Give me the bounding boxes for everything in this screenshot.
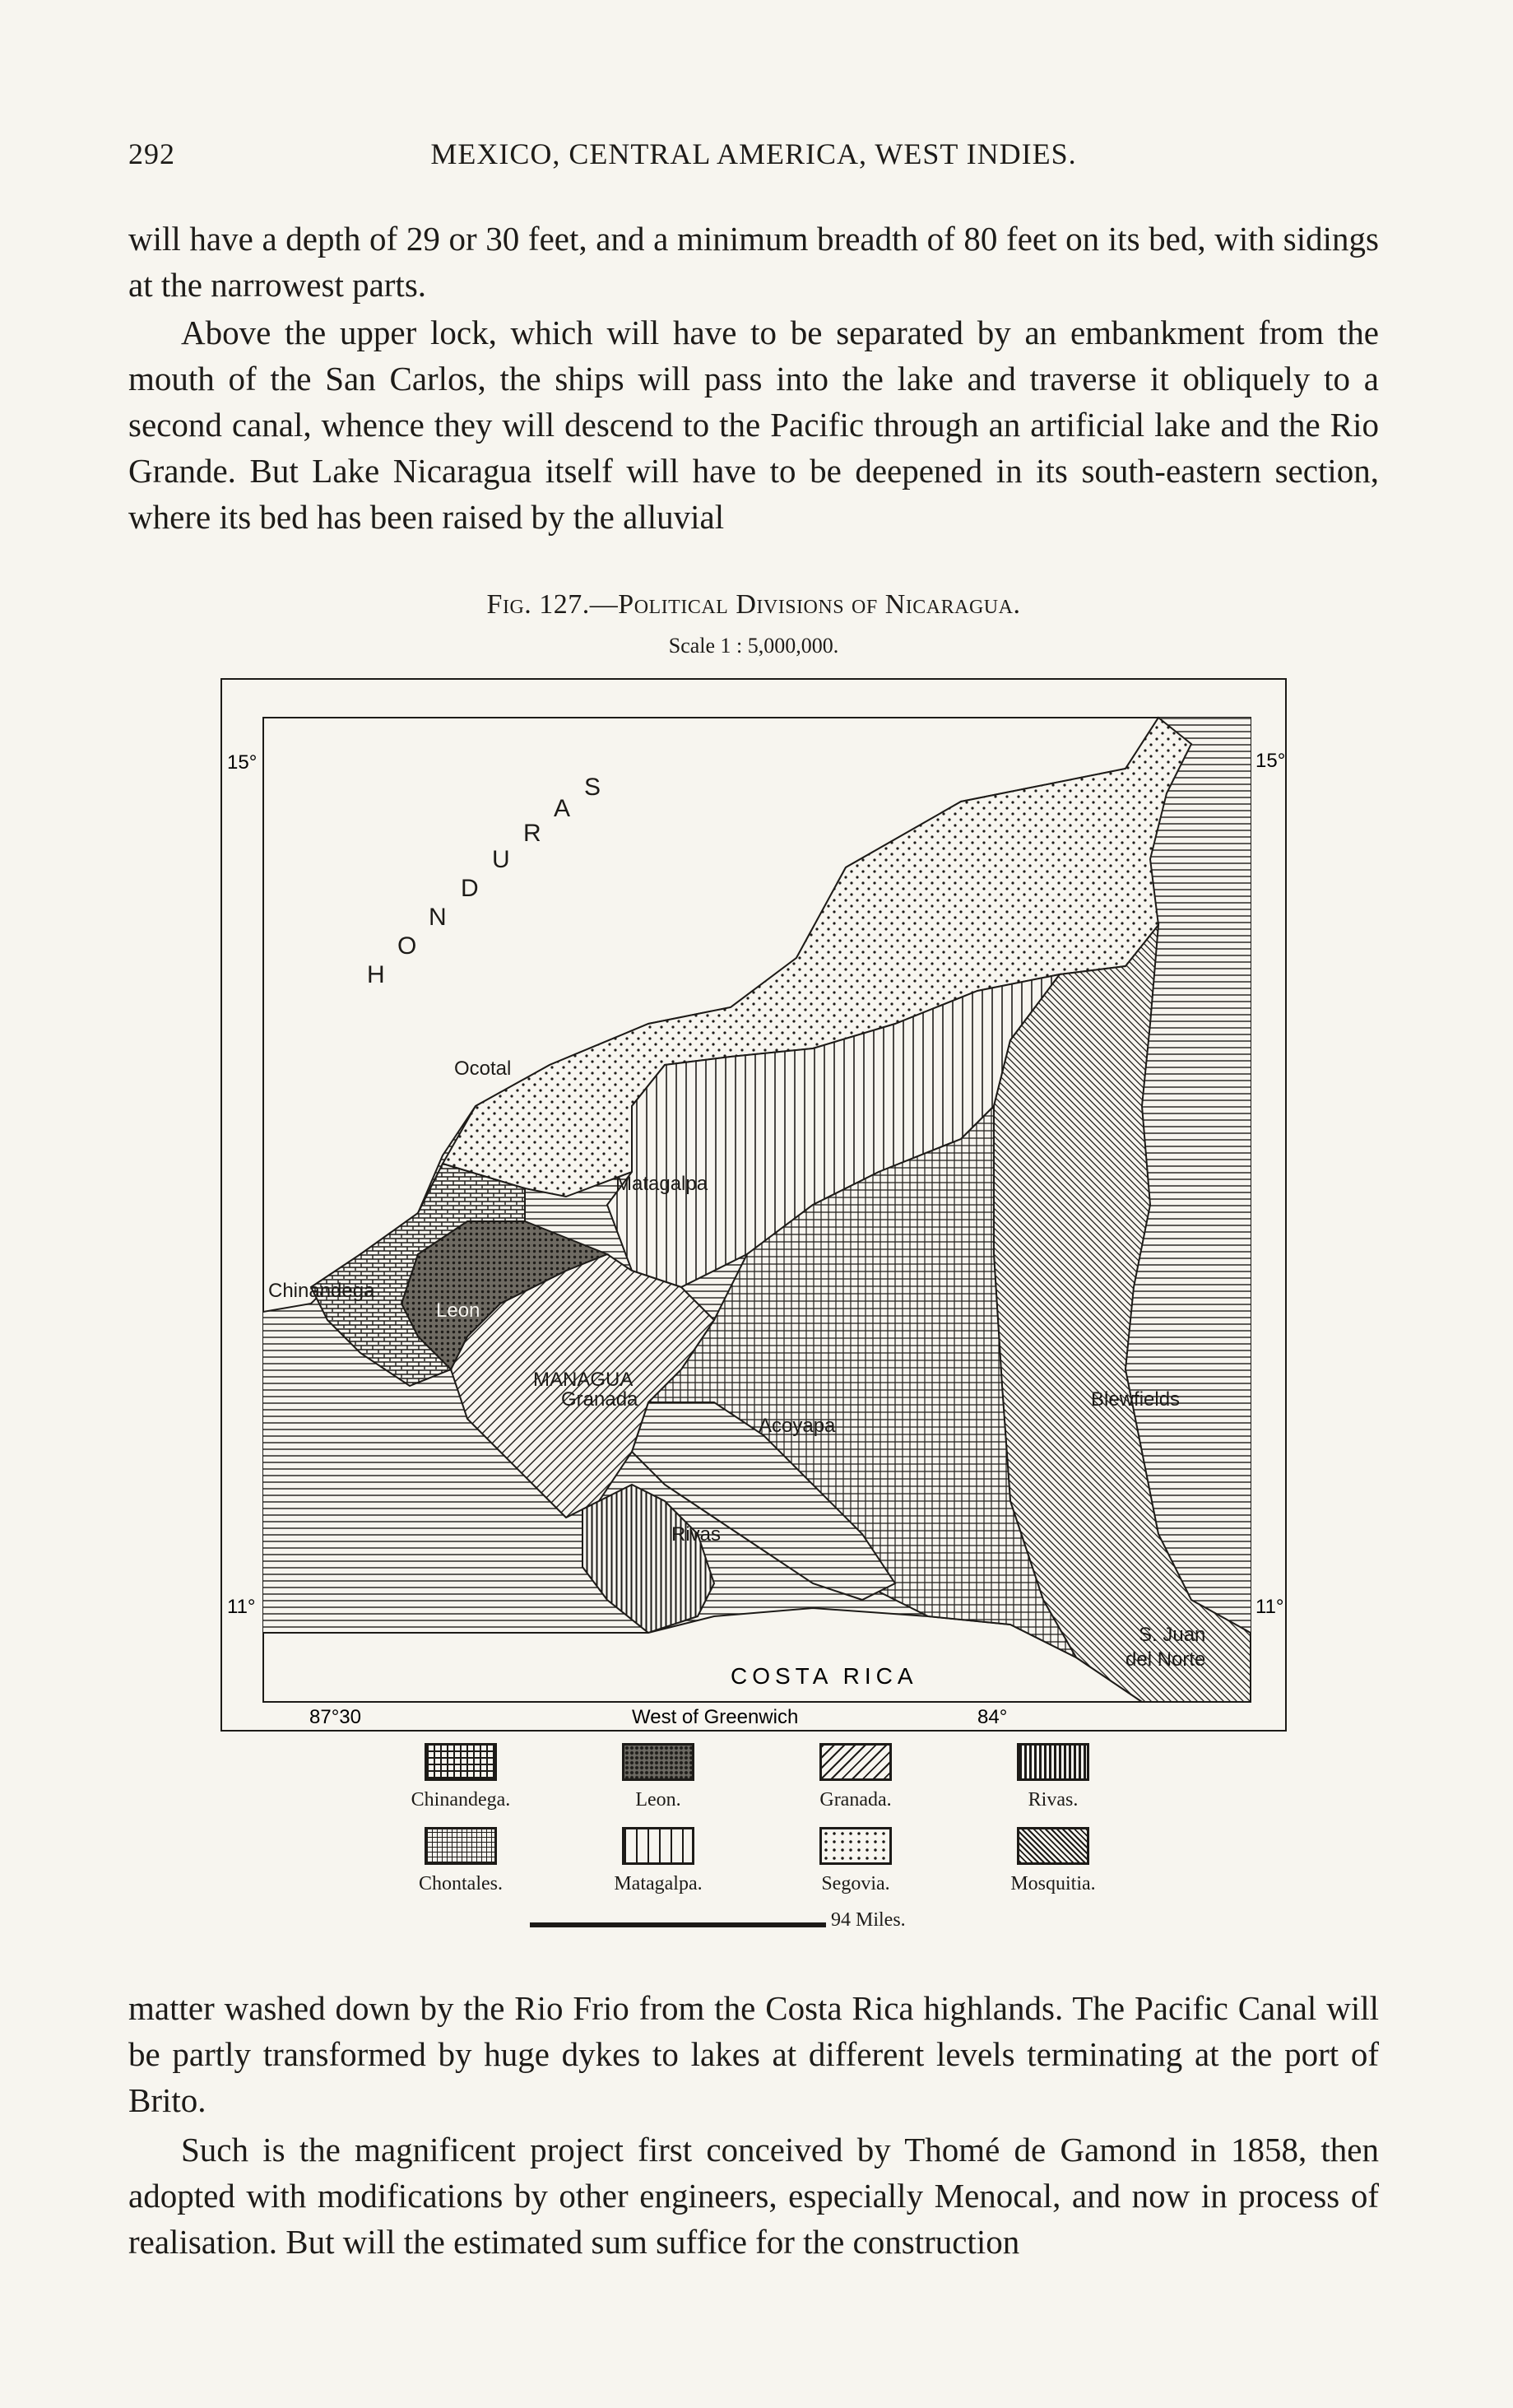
legend-item: [757, 1743, 954, 1811]
place-acoyapa: Acoyapa: [759, 1415, 836, 1437]
lon-center: West of Greenwich: [632, 1706, 799, 1728]
honduras-letter: R: [523, 820, 541, 847]
honduras-letter: A: [554, 795, 571, 822]
place-bluefields: Blewfields: [1091, 1388, 1181, 1411]
legend-swatch-mosquitia: [1017, 1827, 1089, 1865]
lon-left: 87°30: [309, 1706, 361, 1728]
scale-bar-label: 94 Miles.: [831, 1909, 906, 1931]
lon-right: 84°: [977, 1706, 1008, 1728]
legend-item: [559, 1827, 757, 1895]
legend-label: Mosquitia.: [1010, 1873, 1096, 1894]
figure-caption: Fig. 127.—Political Divisions of Nicaragua.: [486, 589, 1021, 620]
legend-swatch-matagalpa: [622, 1827, 694, 1865]
page-number: 292: [128, 137, 175, 170]
legend-label: Segovia.: [821, 1873, 890, 1894]
legend-label: Rivas.: [1028, 1789, 1079, 1811]
legend-label: Chinandega.: [411, 1789, 511, 1811]
legend-swatch-chinandega: [425, 1743, 497, 1781]
lat-top-left: 15°: [227, 751, 258, 774]
place-san-juan: S. Juan: [1139, 1624, 1206, 1646]
legend-item: [362, 1827, 559, 1895]
legend-swatch-leon: [622, 1743, 694, 1781]
legend-swatch-chontales: [425, 1827, 497, 1865]
legend-item: [954, 1827, 1152, 1895]
honduras-letter: H: [367, 961, 385, 988]
place-ocotal: Ocotal: [454, 1058, 512, 1080]
place-granada: Granada: [561, 1388, 638, 1411]
honduras-letter: S: [584, 774, 601, 801]
paragraph-2: Above the upper lock, which will have to be separated by an embankment from the mouth of the San Carlos, the ships will pass into the lake and traverse it obliquely to a second canal, whence they will descend to the Pacific through an artificial lake and the Rio Grande. But Lake Nicaragua itself will have to be deepened in its south-eastern section, where its bed has been raised by the alluvial: [128, 314, 1379, 536]
legend-item: [954, 1743, 1152, 1811]
legend-label: Leon.: [635, 1789, 681, 1811]
legend-item: [559, 1743, 757, 1811]
legend-swatch-granada: [819, 1743, 892, 1781]
costa-rica-label: COSTA RICA: [731, 1663, 918, 1689]
legend-swatch-rivas: [1017, 1743, 1089, 1781]
map-svg: [220, 678, 1287, 1732]
legend-swatch-segovia: [819, 1827, 892, 1865]
running-head: [128, 137, 1379, 178]
lat-bottom-right: 11°: [1255, 1596, 1284, 1618]
legend-label: Chontales.: [419, 1873, 503, 1894]
paragraph-1: will have a depth of 29 or 30 feet, and a minimum breadth of 80 feet on its bed, with sidings at the narrowest parts.: [128, 220, 1379, 304]
scale-bar: [530, 1922, 826, 1927]
place-leon: Leon: [436, 1299, 480, 1322]
place-del-norte: del Norte: [1125, 1648, 1206, 1671]
running-title: MEXICO, CENTRAL AMERICA, WEST INDIES.: [430, 137, 1077, 170]
legend-item: [362, 1743, 559, 1811]
paragraph-3: matter washed down by the Rio Frio from the Costa Rica highlands. The Pacific Canal will be partly transformed by huge dykes to lakes at different levels terminating at the port of Brito.: [128, 1989, 1379, 2119]
legend-item: [757, 1827, 954, 1895]
lat-bottom-left: 11°: [227, 1596, 256, 1618]
honduras-letter: N: [429, 904, 447, 931]
figure-scale: Scale 1 : 5,000,000.: [668, 634, 839, 658]
place-chinandega: Chinandega: [268, 1280, 375, 1302]
honduras-letter: O: [397, 932, 417, 960]
place-rivas: Rivas: [671, 1523, 722, 1546]
lat-top-right: 15°: [1255, 750, 1286, 772]
map-legend: [362, 1743, 1185, 1932]
place-managua: MANAGUA: [533, 1369, 634, 1391]
place-matagalpa: Matagalpa: [615, 1173, 708, 1195]
legend-label: Matagalpa.: [614, 1873, 703, 1894]
map-figure: [220, 678, 1287, 1732]
honduras-letter: D: [461, 875, 479, 902]
legend-label: Granada.: [819, 1789, 892, 1811]
paragraph-4: Such is the magnificent project first conceived by Thomé de Gamond in 1858, then adopted with modifications by other engineers, especially Menocal, and now in process of realisation. But will the estimated sum suffice for the construction: [128, 2131, 1379, 2261]
honduras-letter: U: [492, 846, 510, 873]
